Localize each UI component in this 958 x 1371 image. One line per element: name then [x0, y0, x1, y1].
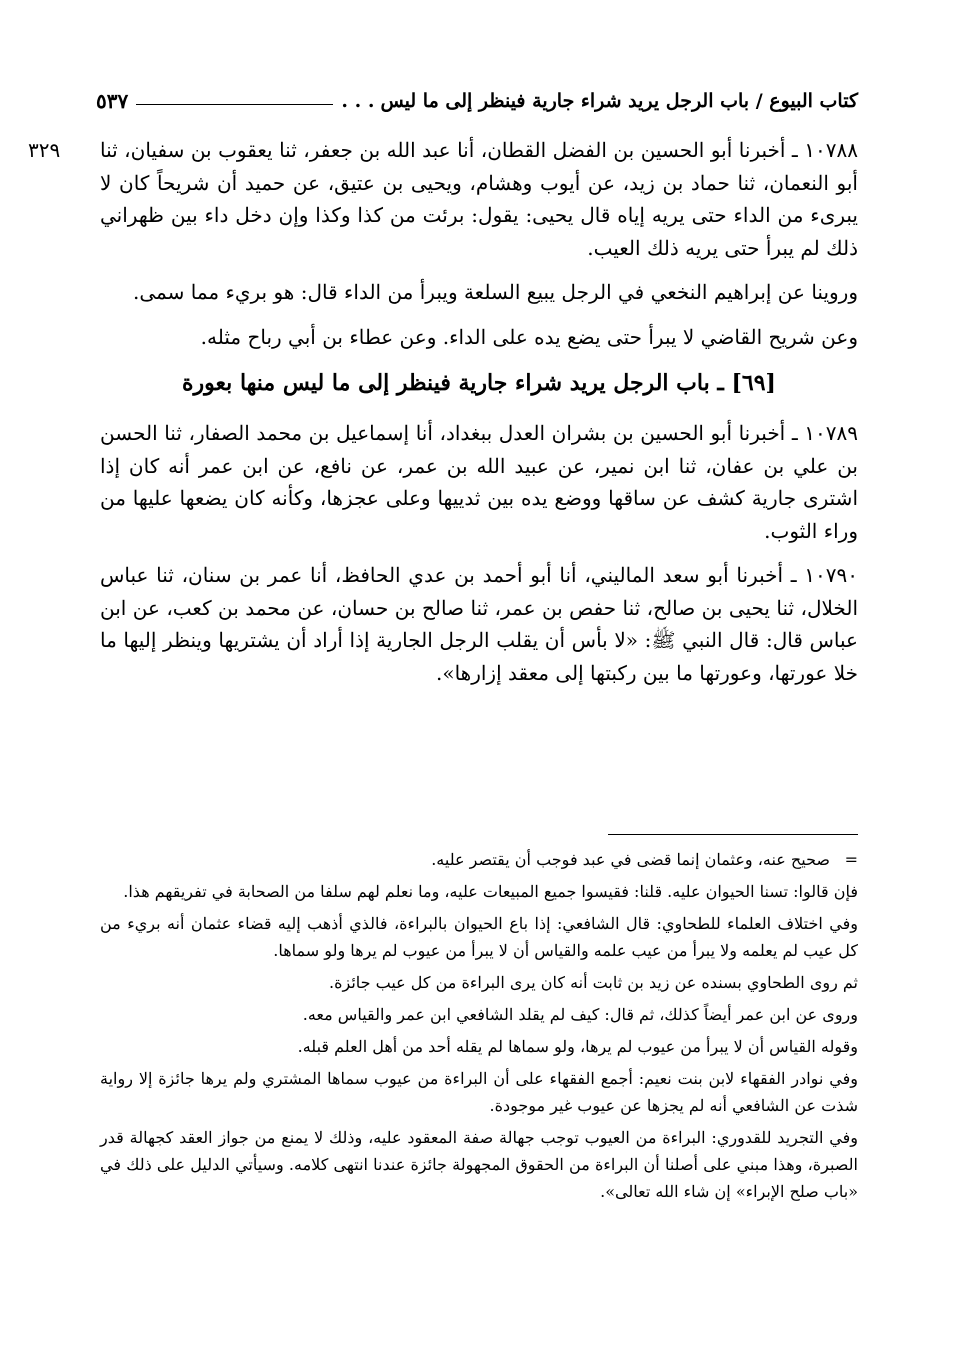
header-ellipsis: . . .	[341, 90, 375, 112]
footnote-line: فإن قالوا: تسنا الحيوان عليه. قلنا: فقيسوا جميع المبيعات عليه، وما نعلم لهم سلفا من الصحابة في تفريقهم هذا.	[123, 882, 858, 901]
footnote-line: وفي نوادر الفقهاء لابن بنت نعيم: أجمع الفقهاء على أن البراءة من عيوب سماها المشتري ولم يرها جائزة إلا رواية شذت عن الشافعي أنه لم يجزها عن عيوب غير موجودة.	[100, 1069, 859, 1115]
margin-volume-page-number: ٣٢٩	[28, 138, 61, 162]
paragraph-nakhai: وروينا عن إبراهيم النخعي في الرجل يبيع السلعة ويبرأ من الداء قال: هو بريء مما سمى.	[133, 280, 858, 304]
footnote-line	[100, 846, 858, 873]
header-rule	[136, 104, 333, 105]
hadith-10788: ١٠٧٨٨ ـ أخبرنا أبو الحسين بن الفضل القطان، أنا عبد الله بن جعفر، ثنا يعقوب بن سفيان، ثنا أبو النعمان، ثنا حماد بن زيد، عن أيوب وهشام، ويحيى بن عتيق، عن حميد أن شريحاً كان لا يبرىء من الداء حتى يريه إياه قال يحيى: يقول: برئت من كذا وكذا وإن دخل داء بين ظهراني ذلك لم يبرأ حتى يريه ذلك العيب.	[100, 138, 858, 260]
footnote-line: وفي التجريد للقدوري: البراءة من العيوب توجب جهالة صفة المعقود عليه، وذلك لا يمنع من جواز العقد كجهالة قدر الصبرة، وهذا مبني على أصلنا أن البراءة من الحقوق المجهولة جائزة عندنا انتهى كلامه. وسيأتي الدليل على ذلك في «باب صلح الإبراء» إن شاء الله تعالى».	[100, 1128, 858, 1201]
page-number: ٥٣٧	[96, 89, 129, 113]
main-text	[100, 134, 858, 701]
paragraph-shurayh: وعن شريح القاضي لا يبرأ حتى يضع يده على الداء. وعن عطاء بن أبي رباح مثله.	[200, 324, 858, 349]
footnote-line: وروى عن ابن عمر أيضاً كذلك، ثم قال: كيف لم يقلد الشافعي ابن عمر والقياس معه.	[302, 1005, 858, 1024]
footnote-separator	[608, 834, 858, 835]
header-title: كتاب البيوع / باب الرجل يريد شراء جارية فينظر إلى ما ليس	[380, 90, 858, 112]
footnote-line: وقوله القياس أن لا يبرأ من عيوب لم يرها، ولو سماها لم يقله أحد من أهل العلم قبله.	[297, 1037, 858, 1056]
footnotes	[100, 846, 858, 1210]
footnote-text: صحيح عنه، وعثمان إنما قضى في عبد فوجب أن يقتصر عليه.	[431, 850, 830, 869]
footnote-continuation-mark: =	[844, 850, 858, 869]
hadith-10789: ١٠٧٨٩ ـ أخبرنا أبو الحسين بن بشران العدل ببغداد، أنا إسماعيل بن محمد الصفار، ثنا الحسن بن علي بن عفان، ثنا ابن نمير، عن عبيد الله بن عمر، عن نافع، عن ابن عمر أنه كان إذا اشترى جارية كشف عن ساقها ووضع يده بين ثدييها وعلى عجزها، وكأنه كان يضعها عليها من وراء الثوب.	[100, 421, 858, 543]
running-header	[96, 84, 858, 118]
hadith-10790: ١٠٧٩٠ ـ أخبرنا أبو سعد الماليني، أنا أبو أحمد بن عدي الحافظ، أنا عمر بن سنان، ثنا عباس الخلال، ثنا يحيى بن صالح، ثنا حفص بن عمر، ثنا صالح بن حسان، عن محمد بن كعب، عن ابن عباس قال: قال النبي ﷺ: «لا بأس أن يقلب الرجل الجارية إذا أراد أن يشتريها وينظر إليها ما خلا عورتها، وعورتها ما بين ركبتها إلى معقد إزارها».	[100, 563, 858, 685]
footnote-line: وفي اختلاف العلماء للطحاوي: قال الشافعي: إذا باع الحيوان بالبراءة، فالذي أذهب إليه قضاء عثمان أنه بريء من كل عيب لم يعلمه ولا يبرأ من عيب علمه والقياس أن لا يبرأ من عيوب لم يرها ولو سماها.	[100, 914, 858, 960]
chapter-heading: [٦٩] ـ باب الرجل يريد شراء جارية فينظر إلى ما ليس منها بعورة	[182, 370, 776, 396]
footnote-line: ثم روى الطحاوي بسنده عن زيد بن ثابت أنه كان يرى البراءة من كل عيب جائزة.	[329, 973, 858, 992]
